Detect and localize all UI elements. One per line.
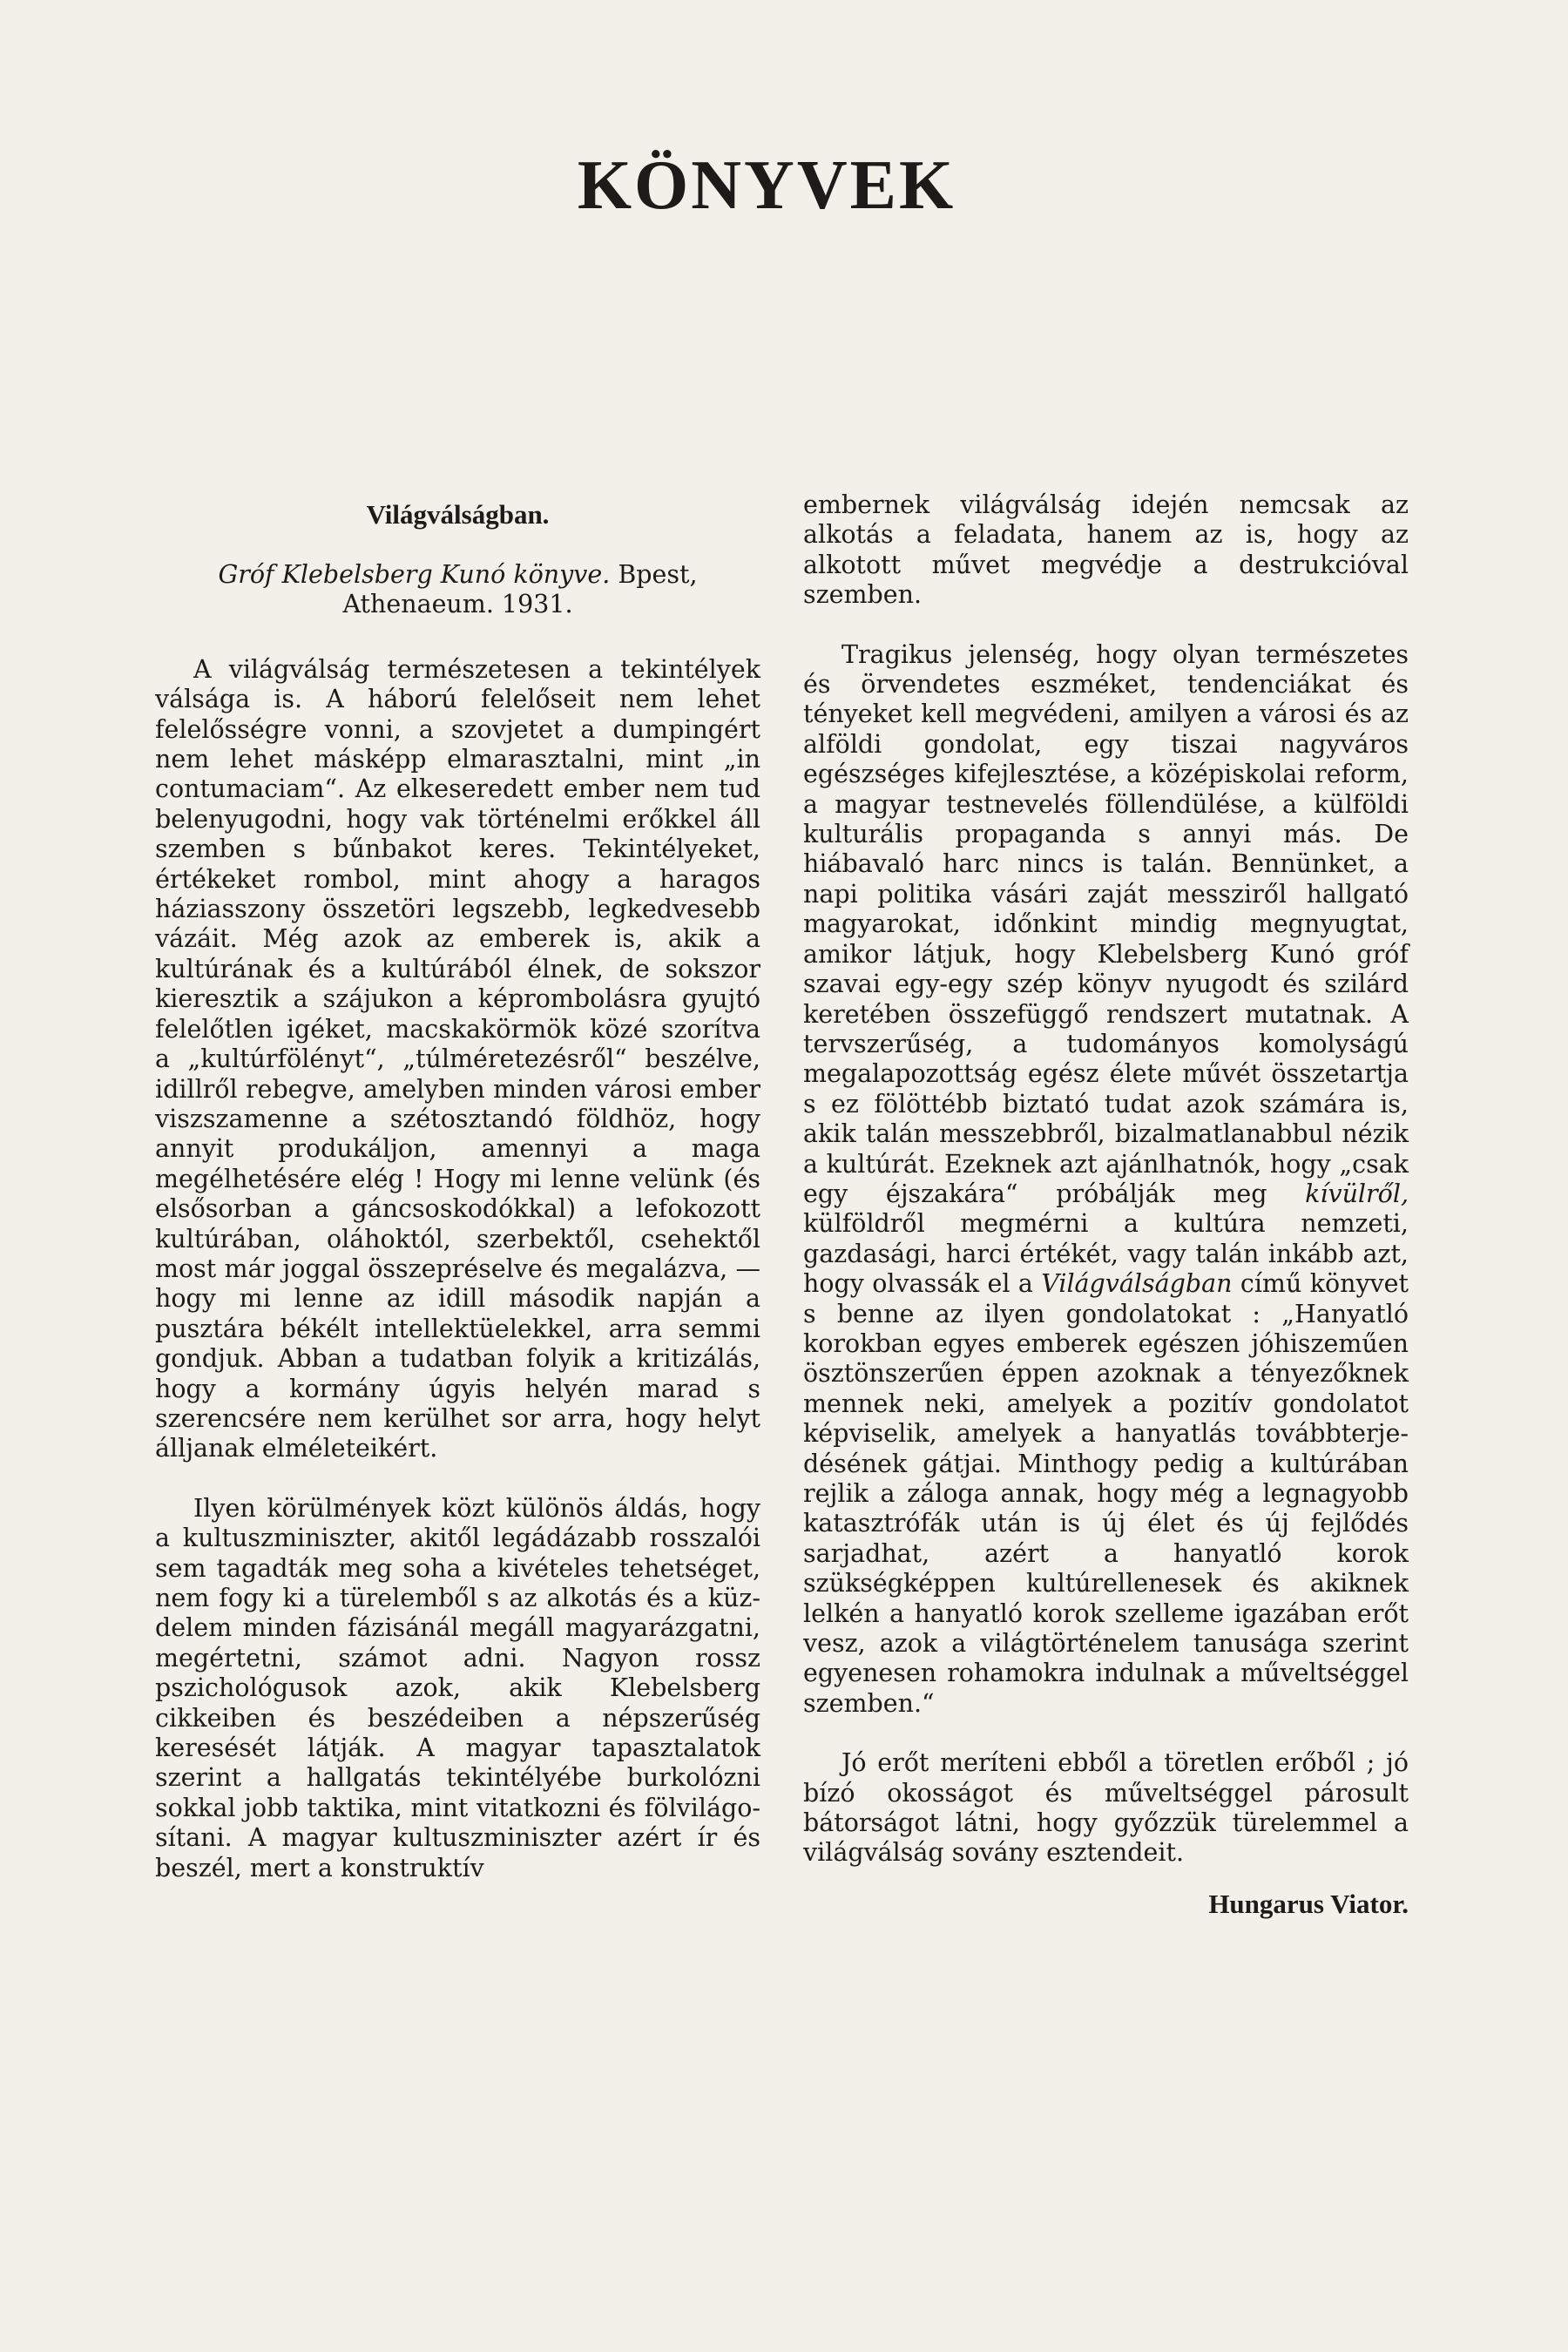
paragraph-text: című könyvet s benne az ilyen gondolatokat : „Hanyatló korokban egyes emberek egészen jóhiszeműen ösztönszerűen éppen azoknak a tényezőknek mennek neki, amelyek a pozitív gondolatot képviselik, amelyek a hanyatlás továbbterjedésének gátjai. Minthogy pedig a kultúrában rejlik a záloga annak, hogy még a legnagyobb katasztrófák után is új élet és új fejlődés sarjadhat, azért a hanyatló korok szükségképpen kultúrellenesek és akiknek lelkén a hanyatló korok szelleme igazában erőt vesz, azok a világtörténelem tanusága szerint egyenesen rohamokra indulnak a műveltséggel szemben.“ [803, 1269, 1409, 1718]
paragraph: A világválság természetesen a tekintélyek válsága is. A háború felelőseit nem lehet felelősségre vonni, a szovjetet a dumpingért nem lehet másképp elmarasztalni, mint „in contumaciam“. Az elkeseredett ember nem tud belenyugodni, hogy vak történelmi erőkkel áll szemben s bűnbakot keres. Tekintélyeket, értékeket rombol, mint ahogy a haragos háziasszony összetöri legszebb, legkedvesebb vázáit. Még azok az emberek is, akik a kultúrának és a kultúrából élnek, de sokszor kieresztik a szájukon a képrombolásra gyujtó felelőtlen igéket, macskakörmök közé szorítva a „kultúrfölényt“, „túlméretezésről“ beszélve, idillről rebegve, amelyben minden városi ember viszszamenne a szétosztandó földhöz, hogy annyit produkáljon, amennyi a maga megélhetésére elég ! Hogy mi lenne velünk (és elsősorban a gáncsoskodókkal) a lefokozott kultúrában, oláhoktól, szerbektől, csehektől most már joggal összepréselve és megalázva, — hogy mi lenne az idill második napján a pusztára békélt intellektüelekkel, arra semmi gondjuk. Abban a tudatban folyik a kritizálás, hogy a kormány úgyis helyén marad s szerencsére nem kerülhet sor arra, hogy helyt álljanak elméleteikért. [155, 654, 760, 1463]
publisher-place: Bpest, [618, 560, 698, 589]
paragraph-text: Tragikus jelenség, hogy olyan természetes és örvendetes eszméket, tendenciákat és tényeket kell megvédeni, amilyen a városi és az alföldi gondolat, egy tiszai nagyváros egészséges kifejlesztése, a középiskolai reform, a magyar testnevelés föllendülése, a külföldi kulturális propaganda s annyi más. De hiábavaló harc nincs is talán. Bennünket, a napi politika vásári zaját messziről hallgató magyarokat, időnkint mindig megnyugtat, amikor látjuk, hogy Klebelsberg Kunó gróf szavai egy-egy szép könyv nyugodt és szilárd keretében összefüggő rendszert mutatnak. A tervszerűség, a tudományos komolyságú megalapozottság egész élete művét összetartja s ez fölöttébb biztató tudat azok számára is, akik talán messzebbről, bizalmatlanabbul nézik a kultúrát. Ezeknek azt ajánlhatnók, hogy „csak egy éjszakára“ próbálják meg [803, 639, 1409, 1208]
italic-emphasis: kívülről, [1305, 1179, 1409, 1208]
right-column [803, 490, 1409, 1919]
book-author-title: Gróf Klebelsberg Kunó könyve. [218, 560, 611, 589]
publisher-year: Athenaeum. 1931. [342, 590, 573, 619]
paragraph: Jó erőt meríteni ebből a töretlen erőből ; jó bízó okosságot és műveltséggel párosult bátorságot látni, hogy győzzük türelemmel a világválság sovány esztendeit. [803, 1748, 1409, 1868]
signature: Hungarus Viator. [1208, 1888, 1409, 1919]
section-title: KÖNYVEK [577, 147, 956, 224]
left-column [155, 490, 760, 1883]
paragraph-text: külföldről megmérni a kultúra nemzeti, gazdasági, harci értékét, vagy talán inkább azt, hogy olvassák el a [803, 1209, 1409, 1299]
review-title: Világválságban. [366, 499, 550, 530]
paragraph-continuation: embernek világválság idején nemcsak az alkotás a feladata, hanem az is, hogy az alkotott művet megvédje a destrukcióval szemben. [803, 490, 1409, 610]
paragraph: Ilyen körülmények közt különös áldás, hogy a kultuszminiszter, akitől legádázabb rosszalói sem tagadták meg soha a kivételes tehetséget, nem fogy ki a türelemből s az alkotás és a küzdelem minden fázisánál megáll magyarázgatni, megértetni, számot adni. Nagyon rossz pszichológusok azok, akik Klebelsberg cikkeiben és beszédeiben a népszerűség keresését látják. A magyar tapasztalatok szerint a hallgatás tekintélyébe burkolózni sokkal jobb taktika, mint vitatkozni és fölvilágosítani. A magyar kultuszminiszter azért ír és beszél, mert a konstruktív [155, 1493, 760, 1882]
italic-book-title: Világválságban [1041, 1269, 1233, 1299]
bibliographic-line [155, 560, 760, 620]
paragraph [803, 640, 1409, 1720]
